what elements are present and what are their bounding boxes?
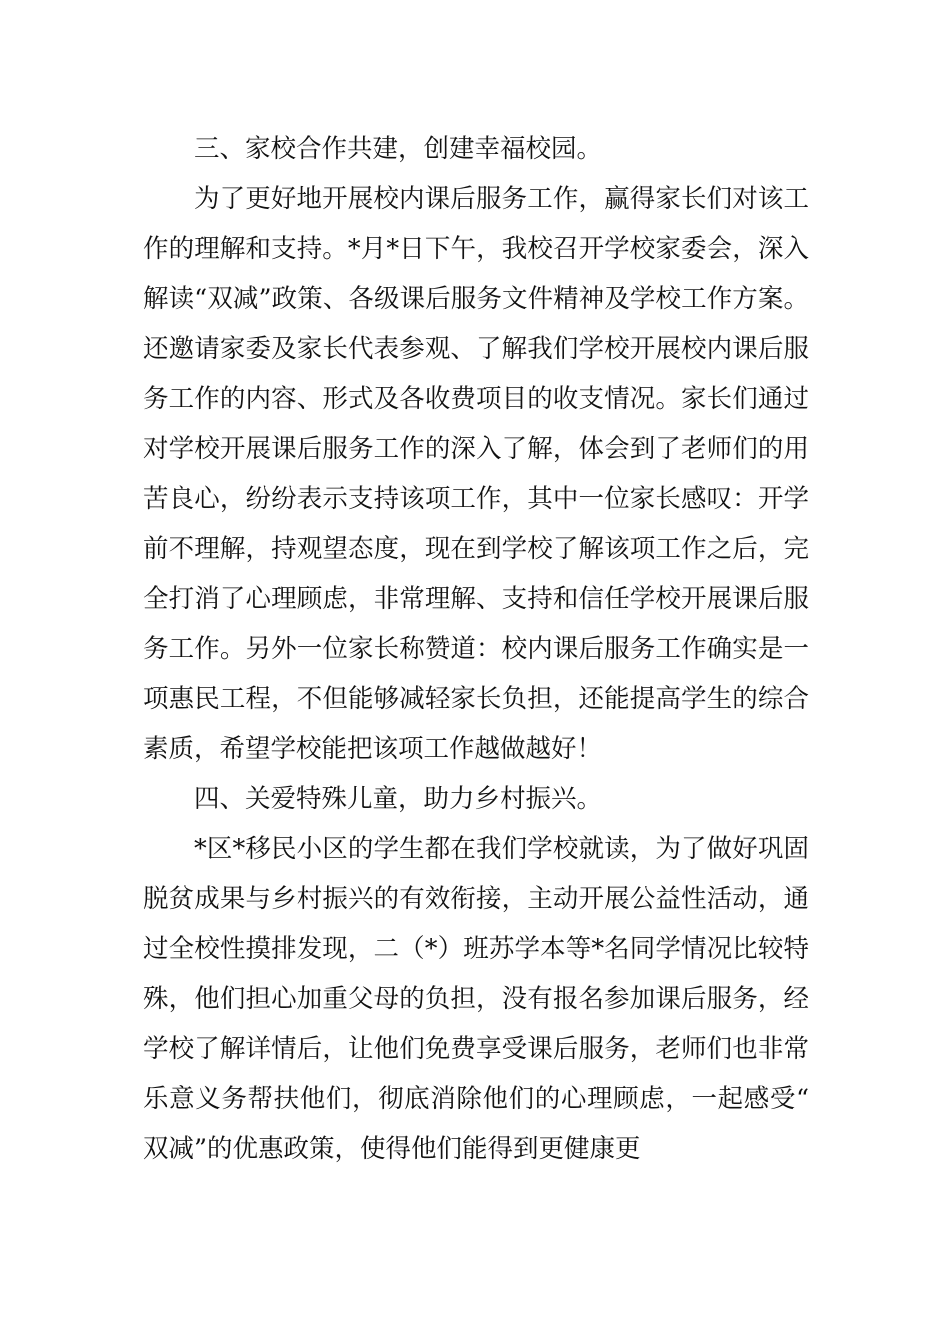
section-heading-3: 三、家校合作共建，创建幸福校园。	[194, 134, 603, 164]
section-paragraph-3: 为了更好地开展校内课后服务工作，赢得家长们对该工作的理解和支持。*月*日下午，我校召开学校家委会，深入解读“双减”政策、各级课后服务文件精神及学校工作方案。还邀请家委及家长代表参观、了解我们学校开展校内课后服务工作的内容、形式及各收费项目的收支情况。家长们通过对学校开展课后服务工作的深入了解，体会到了老师们的用苦良心，纷纷表示支持该项工作，其中一位家长感叹：开学前不理解，持观望态度，现在到学校了解该项工作之后，完全打消了心理顾虑，非常理解、支持和信任学校开展课后服务工作。另外一位家长称赞道：校内课后服务工作确实是一项惠民工程，不但能够减轻家长负担，还能提高学生的综合素质，希望学校能把该项工作越做越好！	[143, 184, 809, 764]
section-paragraph-4: *区*移民小区的学生都在我们学校就读，为了做好巩固脱贫成果与乡村振兴的有效衔接，主动开展公益性活动，通过全校性摸排发现，二（*）班苏学本等*名同学情况比较特殊，他们担心加重父母的负担，没有报名参加课后服务，经学校了解详情后，让他们免费享受课后服务，老师们也非常乐意义务帮扶他们，彻底消除他们的心理顾虑，一起感受“双减”的优惠政策，使得他们能得到更健康更	[143, 834, 809, 1164]
document-body	[143, 124, 809, 1174]
section-heading-4: 四、关爱特殊儿童，助力乡村振兴。	[194, 784, 603, 814]
